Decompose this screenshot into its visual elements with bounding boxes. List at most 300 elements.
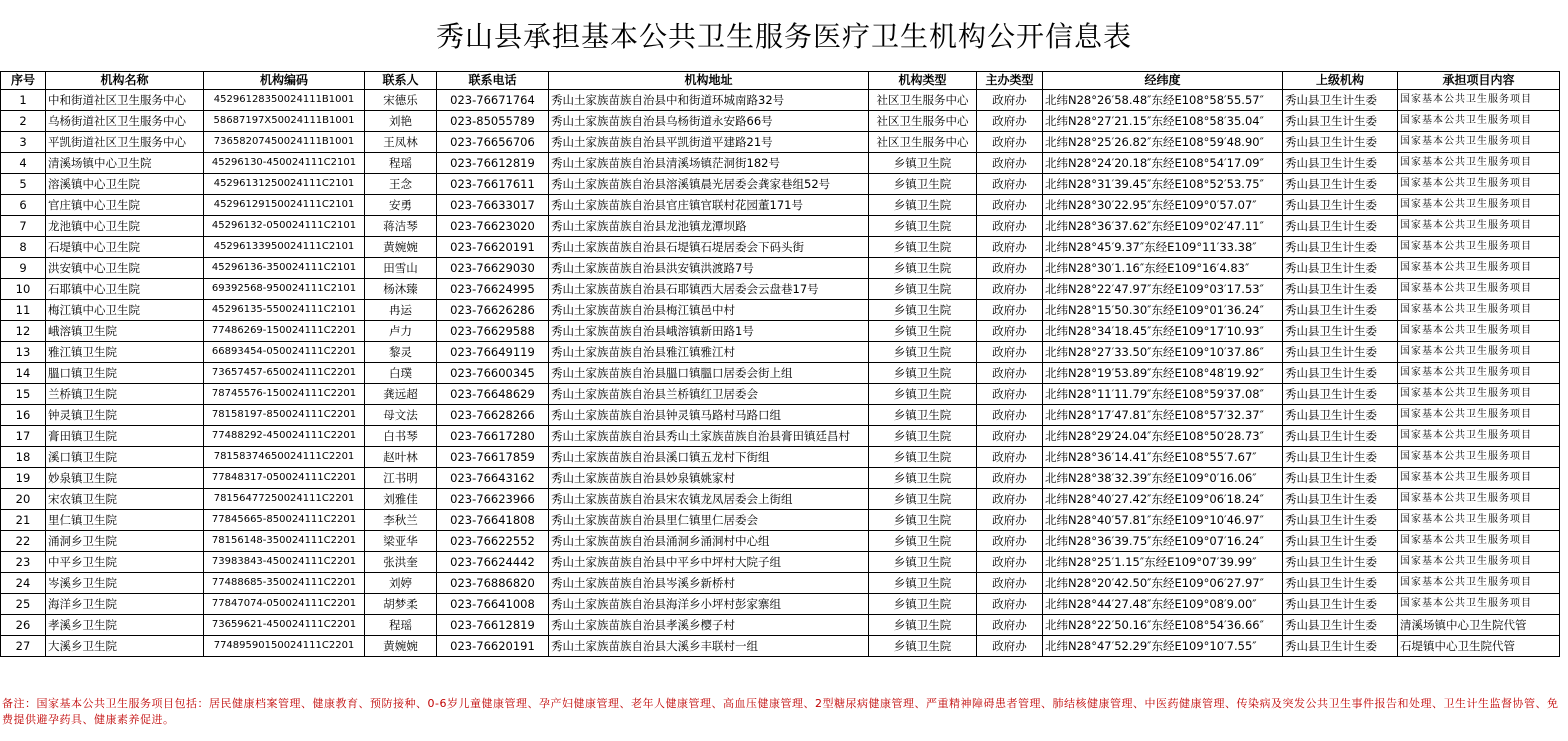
- cell-code: 73983843-450024111C2201: [204, 552, 365, 573]
- cell-service: 国家基本公共卫生服务项目: [1398, 321, 1560, 342]
- cell-address: 秀山土家族苗族自治县中平乡中坪村大院子组: [549, 552, 869, 573]
- cell-service: 国家基本公共卫生服务项目: [1398, 468, 1560, 489]
- cell-contact: 白璞: [365, 363, 437, 384]
- cell-address: 秀山土家族苗族自治县岑溪乡新桥村: [549, 573, 869, 594]
- cell-phone: 023-85055789: [437, 111, 549, 132]
- cell-sponsor: 政府办: [977, 405, 1043, 426]
- cell-phone: 023-76633017: [437, 195, 549, 216]
- cell-address: 秀山土家族苗族自治县大溪乡丰联村一组: [549, 636, 869, 657]
- cell-superior: 秀山县卫生计生委: [1283, 342, 1398, 363]
- cell-service: 国家基本公共卫生服务项目: [1398, 153, 1560, 174]
- table-row: [1, 132, 1560, 153]
- cell-type: 乡镇卫生院: [869, 237, 977, 258]
- header-cell: 机构地址: [549, 72, 869, 90]
- cell-sponsor: 政府办: [977, 237, 1043, 258]
- cell-name: 大溪乡卫生院: [46, 636, 204, 657]
- cell-sponsor: 政府办: [977, 531, 1043, 552]
- cell-coordinates: 北纬N28°36′39.75″东经E109°07′16.24″: [1043, 531, 1283, 552]
- cell-type: 乡镇卫生院: [869, 174, 977, 195]
- table-row: [1, 594, 1560, 615]
- cell-coordinates: 北纬N28°36′14.41″东经E108°55′7.67″: [1043, 447, 1283, 468]
- cell-phone: 023-76649119: [437, 342, 549, 363]
- cell-name: 梅江镇中心卫生院: [46, 300, 204, 321]
- table-row: [1, 384, 1560, 405]
- cell-name: 清溪场镇中心卫生院: [46, 153, 204, 174]
- header-cell: 联系电话: [437, 72, 549, 90]
- cell-sponsor: 政府办: [977, 510, 1043, 531]
- table-row: [1, 216, 1560, 237]
- cell-code: 77848317-050024111C2201: [204, 468, 365, 489]
- cell-superior: 秀山县卫生计生委: [1283, 363, 1398, 384]
- header-cell: 序号: [1, 72, 46, 90]
- cell-contact: 黎灵: [365, 342, 437, 363]
- cell-sponsor: 政府办: [977, 174, 1043, 195]
- cell-name: 宋农镇卫生院: [46, 489, 204, 510]
- cell-code: 45296128350024111B1001: [204, 90, 365, 111]
- cell-index: 24: [1, 573, 46, 594]
- cell-phone: 023-76617611: [437, 174, 549, 195]
- cell-service: 国家基本公共卫生服务项目: [1398, 279, 1560, 300]
- table-row: [1, 615, 1560, 636]
- cell-superior: 秀山县卫生计生委: [1283, 489, 1398, 510]
- cell-type: 乡镇卫生院: [869, 216, 977, 237]
- cell-sponsor: 政府办: [977, 447, 1043, 468]
- cell-phone: 023-76648629: [437, 384, 549, 405]
- cell-contact: 张洪奎: [365, 552, 437, 573]
- table-row: [1, 90, 1560, 111]
- cell-name: 石耶镇中心卫生院: [46, 279, 204, 300]
- cell-phone: 023-76622552: [437, 531, 549, 552]
- cell-name: 兰桥镇卫生院: [46, 384, 204, 405]
- cell-type: 社区卫生服务中心: [869, 132, 977, 153]
- cell-type: 乡镇卫生院: [869, 300, 977, 321]
- cell-code: 73657457-650024111C2201: [204, 363, 365, 384]
- table-row: [1, 174, 1560, 195]
- cell-type: 乡镇卫生院: [869, 342, 977, 363]
- table-row: [1, 426, 1560, 447]
- cell-superior: 秀山县卫生计生委: [1283, 468, 1398, 489]
- cell-name: 溪口镇卫生院: [46, 447, 204, 468]
- cell-phone: 023-76886820: [437, 573, 549, 594]
- cell-contact: 刘婷: [365, 573, 437, 594]
- cell-sponsor: 政府办: [977, 615, 1043, 636]
- cell-contact: 程瑶: [365, 153, 437, 174]
- cell-coordinates: 北纬N28°19′53.89″东经E108°48′19.92″: [1043, 363, 1283, 384]
- cell-coordinates: 北纬N28°31′39.45″东经E108°52′53.75″: [1043, 174, 1283, 195]
- table-row: [1, 153, 1560, 174]
- cell-name: 中和街道社区卫生服务中心: [46, 90, 204, 111]
- cell-phone: 023-76617859: [437, 447, 549, 468]
- cell-superior: 秀山县卫生计生委: [1283, 111, 1398, 132]
- cell-service: 国家基本公共卫生服务项目: [1398, 258, 1560, 279]
- cell-code: 45296130-450024111C2101: [204, 153, 365, 174]
- cell-code: 45296135-550024111C2101: [204, 300, 365, 321]
- cell-index: 23: [1, 552, 46, 573]
- cell-type: 乡镇卫生院: [869, 573, 977, 594]
- cell-index: 11: [1, 300, 46, 321]
- cell-coordinates: 北纬N28°26′58.48″东经E108°58′55.57″: [1043, 90, 1283, 111]
- cell-superior: 秀山县卫生计生委: [1283, 153, 1398, 174]
- cell-sponsor: 政府办: [977, 363, 1043, 384]
- cell-index: 12: [1, 321, 46, 342]
- cell-name: 中平乡卫生院: [46, 552, 204, 573]
- cell-service: 国家基本公共卫生服务项目: [1398, 342, 1560, 363]
- cell-index: 27: [1, 636, 46, 657]
- cell-superior: 秀山县卫生计生委: [1283, 615, 1398, 636]
- cell-superior: 秀山县卫生计生委: [1283, 321, 1398, 342]
- cell-contact: 田雪山: [365, 258, 437, 279]
- cell-superior: 秀山县卫生计生委: [1283, 90, 1398, 111]
- cell-index: 15: [1, 384, 46, 405]
- cell-phone: 023-76612819: [437, 615, 549, 636]
- cell-service: 国家基本公共卫生服务项目: [1398, 174, 1560, 195]
- page-title: 秀山县承担基本公共卫生服务医疗卫生机构公开信息表: [435, 20, 1132, 53]
- table-row: [1, 573, 1560, 594]
- cell-phone: 023-76629030: [437, 258, 549, 279]
- cell-superior: 秀山县卫生计生委: [1283, 594, 1398, 615]
- table-row: [1, 237, 1560, 258]
- cell-sponsor: 政府办: [977, 216, 1043, 237]
- cell-phone: 023-76626286: [437, 300, 549, 321]
- cell-contact: 龚远超: [365, 384, 437, 405]
- cell-type: 乡镇卫生院: [869, 384, 977, 405]
- cell-type: 乡镇卫生院: [869, 468, 977, 489]
- cell-sponsor: 政府办: [977, 552, 1043, 573]
- cell-phone: 023-76641008: [437, 594, 549, 615]
- cell-contact: 程瑶: [365, 615, 437, 636]
- cell-index: 4: [1, 153, 46, 174]
- cell-contact: 江书明: [365, 468, 437, 489]
- cell-contact: 卢力: [365, 321, 437, 342]
- cell-name: 膃口镇卫生院: [46, 363, 204, 384]
- cell-code: 58687197X50024111B1001: [204, 111, 365, 132]
- cell-sponsor: 政府办: [977, 573, 1043, 594]
- cell-code: 69392568-950024111C2101: [204, 279, 365, 300]
- cell-address: 秀山土家族苗族自治县溪口镇五龙村下街组: [549, 447, 869, 468]
- cell-name: 龙池镇中心卫生院: [46, 216, 204, 237]
- cell-coordinates: 北纬N28°15′50.30″东经E109°01′36.24″: [1043, 300, 1283, 321]
- header-cell: 机构编码: [204, 72, 365, 90]
- cell-index: 9: [1, 258, 46, 279]
- cell-sponsor: 政府办: [977, 342, 1043, 363]
- table-row: [1, 636, 1560, 657]
- cell-type: 乡镇卫生院: [869, 279, 977, 300]
- header-cell: 机构名称: [46, 72, 204, 90]
- cell-name: 雅江镇卫生院: [46, 342, 204, 363]
- cell-index: 13: [1, 342, 46, 363]
- cell-service: 国家基本公共卫生服务项目: [1398, 405, 1560, 426]
- cell-phone: 023-76641808: [437, 510, 549, 531]
- cell-coordinates: 北纬N28°11′11.79″东经E108°59′37.08″: [1043, 384, 1283, 405]
- cell-service: 国家基本公共卫生服务项目: [1398, 489, 1560, 510]
- cell-code: 78156148-350024111C2201: [204, 531, 365, 552]
- cell-name: 岑溪乡卫生院: [46, 573, 204, 594]
- cell-sponsor: 政府办: [977, 468, 1043, 489]
- cell-name: 洪安镇中心卫生院: [46, 258, 204, 279]
- cell-address: 秀山土家族苗族自治县海洋乡小坪村彭家寨组: [549, 594, 869, 615]
- cell-phone: 023-76623020: [437, 216, 549, 237]
- cell-address: 秀山土家族苗族自治县孝溪乡樱子村: [549, 615, 869, 636]
- cell-type: 乡镇卫生院: [869, 489, 977, 510]
- cell-service: 国家基本公共卫生服务项目: [1398, 237, 1560, 258]
- cell-contact: 王凤林: [365, 132, 437, 153]
- cell-sponsor: 政府办: [977, 258, 1043, 279]
- cell-type: 乡镇卫生院: [869, 195, 977, 216]
- cell-service: 国家基本公共卫生服务项目: [1398, 132, 1560, 153]
- cell-code: 77488292-450024111C2201: [204, 426, 365, 447]
- cell-coordinates: 北纬N28°24′20.18″东经E108°54′17.09″: [1043, 153, 1283, 174]
- cell-coordinates: 北纬N28°44′27.48″东经E109°08′9.00″: [1043, 594, 1283, 615]
- cell-name: 妙泉镇卫生院: [46, 468, 204, 489]
- cell-contact: 刘雅佳: [365, 489, 437, 510]
- cell-name: 涌洞乡卫生院: [46, 531, 204, 552]
- cell-index: 14: [1, 363, 46, 384]
- cell-index: 3: [1, 132, 46, 153]
- cell-contact: 王念: [365, 174, 437, 195]
- cell-code: 77486269-150024111C2201: [204, 321, 365, 342]
- cell-contact: 冉运: [365, 300, 437, 321]
- cell-coordinates: 北纬N28°27′33.50″东经E109°10′37.86″: [1043, 342, 1283, 363]
- table-row: [1, 552, 1560, 573]
- cell-sponsor: 政府办: [977, 279, 1043, 300]
- cell-index: 16: [1, 405, 46, 426]
- cell-phone: 023-76624995: [437, 279, 549, 300]
- cell-contact: 蒋洁琴: [365, 216, 437, 237]
- cell-phone: 023-76624442: [437, 552, 549, 573]
- cell-phone: 023-76656706: [437, 132, 549, 153]
- cell-address: 秀山土家族苗族自治县雅江镇雅江村: [549, 342, 869, 363]
- cell-coordinates: 北纬N28°22′50.16″东经E108°54′36.66″: [1043, 615, 1283, 636]
- cell-phone: 023-76629588: [437, 321, 549, 342]
- cell-superior: 秀山县卫生计生委: [1283, 216, 1398, 237]
- cell-service: 国家基本公共卫生服务项目: [1398, 111, 1560, 132]
- table-row: [1, 321, 1560, 342]
- cell-superior: 秀山县卫生计生委: [1283, 132, 1398, 153]
- header-cell: 承担项目内容: [1398, 72, 1560, 90]
- cell-name: 官庄镇中心卫生院: [46, 195, 204, 216]
- cell-sponsor: 政府办: [977, 153, 1043, 174]
- header-cell: 经纬度: [1043, 72, 1283, 90]
- cell-type: 乡镇卫生院: [869, 531, 977, 552]
- cell-service: 国家基本公共卫生服务项目: [1398, 447, 1560, 468]
- cell-service: 国家基本公共卫生服务项目: [1398, 426, 1560, 447]
- table-row: [1, 195, 1560, 216]
- cell-name: 钟灵镇卫生院: [46, 405, 204, 426]
- table-row: [1, 342, 1560, 363]
- cell-contact: 梁亚华: [365, 531, 437, 552]
- cell-contact: 杨沐臻: [365, 279, 437, 300]
- cell-address: 秀山土家族苗族自治县溶溪镇晨光居委会龚家巷组52号: [549, 174, 869, 195]
- cell-name: 平凯街道社区卫生服务中心: [46, 132, 204, 153]
- table-row: [1, 510, 1560, 531]
- cell-contact: 安勇: [365, 195, 437, 216]
- table-row: [1, 279, 1560, 300]
- cell-index: 17: [1, 426, 46, 447]
- cell-contact: 胡梦柔: [365, 594, 437, 615]
- table-row: [1, 111, 1560, 132]
- cell-superior: 秀山县卫生计生委: [1283, 195, 1398, 216]
- table-row: [1, 489, 1560, 510]
- cell-superior: 秀山县卫生计生委: [1283, 258, 1398, 279]
- cell-sponsor: 政府办: [977, 195, 1043, 216]
- cell-index: 21: [1, 510, 46, 531]
- cell-type: 乡镇卫生院: [869, 615, 977, 636]
- cell-code: 66893454-050024111C2201: [204, 342, 365, 363]
- cell-address: 秀山土家族苗族自治县乌杨街道永安路66号: [549, 111, 869, 132]
- cell-phone: 023-76628266: [437, 405, 549, 426]
- cell-name: 孝溪乡卫生院: [46, 615, 204, 636]
- cell-phone: 023-76620191: [437, 237, 549, 258]
- cell-code: 45296136-350024111C2101: [204, 258, 365, 279]
- cell-coordinates: 北纬N28°40′57.81″东经E109°10′46.97″: [1043, 510, 1283, 531]
- cell-code: 77488685-350024111C2201: [204, 573, 365, 594]
- cell-name: 膏田镇卫生院: [46, 426, 204, 447]
- cell-address: 秀山土家族苗族自治县龙池镇龙潭坝路: [549, 216, 869, 237]
- cell-address: 秀山土家族苗族自治县石堤镇石堤居委会下码头街: [549, 237, 869, 258]
- cell-address: 秀山土家族苗族自治县秀山土家族苗族自治县膏田镇廷昌村: [549, 426, 869, 447]
- cell-address: 秀山土家族苗族自治县兰桥镇红卫居委会: [549, 384, 869, 405]
- cell-coordinates: 北纬N28°17′47.81″东经E108°57′32.37″: [1043, 405, 1283, 426]
- cell-type: 乡镇卫生院: [869, 363, 977, 384]
- cell-phone: 023-76600345: [437, 363, 549, 384]
- cell-service: 国家基本公共卫生服务项目: [1398, 90, 1560, 111]
- cell-phone: 023-76643162: [437, 468, 549, 489]
- cell-superior: 秀山县卫生计生委: [1283, 237, 1398, 258]
- cell-address: 秀山土家族苗族自治县妙泉镇姚家村: [549, 468, 869, 489]
- cell-sponsor: 政府办: [977, 300, 1043, 321]
- cell-sponsor: 政府办: [977, 132, 1043, 153]
- cell-service: 国家基本公共卫生服务项目: [1398, 363, 1560, 384]
- cell-code: 45296133950024111C2101: [204, 237, 365, 258]
- cell-name: 乌杨街道社区卫生服务中心: [46, 111, 204, 132]
- cell-type: 乡镇卫生院: [869, 636, 977, 657]
- cell-index: 5: [1, 174, 46, 195]
- cell-name: 里仁镇卫生院: [46, 510, 204, 531]
- cell-name: 海洋乡卫生院: [46, 594, 204, 615]
- cell-superior: 秀山县卫生计生委: [1283, 552, 1398, 573]
- cell-service: 石堤镇中心卫生院代管: [1398, 636, 1560, 657]
- cell-sponsor: 政府办: [977, 426, 1043, 447]
- cell-superior: 秀山县卫生计生委: [1283, 384, 1398, 405]
- cell-contact: 刘艳: [365, 111, 437, 132]
- cell-address: 秀山土家族苗族自治县石耶镇西大居委会云盘巷17号: [549, 279, 869, 300]
- cell-coordinates: 北纬N28°40′27.42″东经E109°06′18.24″: [1043, 489, 1283, 510]
- cell-sponsor: 政府办: [977, 384, 1043, 405]
- cell-address: 秀山土家族苗族自治县涌洞乡涌洞村中心组: [549, 531, 869, 552]
- cell-phone: 023-76671764: [437, 90, 549, 111]
- cell-coordinates: 北纬N28°45′9.37″东经E109°11′33.38″: [1043, 237, 1283, 258]
- cell-service: 国家基本公共卫生服务项目: [1398, 531, 1560, 552]
- cell-type: 乡镇卫生院: [869, 405, 977, 426]
- cell-code: 78745576-150024111C2201: [204, 384, 365, 405]
- header-cell: 联系人: [365, 72, 437, 90]
- cell-type: 社区卫生服务中心: [869, 111, 977, 132]
- cell-superior: 秀山县卫生计生委: [1283, 426, 1398, 447]
- cell-code: 78158374650024111C2201: [204, 447, 365, 468]
- header-cell: 上级机构: [1283, 72, 1398, 90]
- footnote: 备注：国家基本公共卫生服务项目包括：居民健康档案管理、健康教育、预防接种、0-6岁儿童健康管理、孕产妇健康管理、老年人健康管理、高血压健康管理、2型糖尿病健康管理、严重精神障碍患者管理、肺结核健康管理、中医药健康管理、传染病及突发公共卫生事件报告和处理、卫生计生监督协管、免费提供避孕药具、健康素养促进。: [2, 697, 1559, 726]
- cell-superior: 秀山县卫生计生委: [1283, 510, 1398, 531]
- cell-address: 秀山土家族苗族自治县官庄镇官联村花园董171号: [549, 195, 869, 216]
- cell-code: 78158197-850024111C2201: [204, 405, 365, 426]
- cell-type: 乡镇卫生院: [869, 447, 977, 468]
- cell-superior: 秀山县卫生计生委: [1283, 300, 1398, 321]
- cell-type: 乡镇卫生院: [869, 321, 977, 342]
- cell-sponsor: 政府办: [977, 90, 1043, 111]
- cell-contact: 李秋兰: [365, 510, 437, 531]
- cell-index: 7: [1, 216, 46, 237]
- table-row: [1, 405, 1560, 426]
- cell-service: 国家基本公共卫生服务项目: [1398, 216, 1560, 237]
- table-row: [1, 531, 1560, 552]
- cell-coordinates: 北纬N28°27′21.15″东经E108°58′35.04″: [1043, 111, 1283, 132]
- table-row: [1, 258, 1560, 279]
- cell-code: 45296132-050024111C2101: [204, 216, 365, 237]
- table-row: [1, 447, 1560, 468]
- cell-code: 78156477250024111C2201: [204, 489, 365, 510]
- header-cell: 主办类型: [977, 72, 1043, 90]
- cell-address: 秀山土家族苗族自治县峨溶镇新田路1号: [549, 321, 869, 342]
- cell-code: 73659621-450024111C2201: [204, 615, 365, 636]
- cell-phone: 023-76612819: [437, 153, 549, 174]
- cell-superior: 秀山县卫生计生委: [1283, 405, 1398, 426]
- cell-contact: 黄婉婉: [365, 636, 437, 657]
- table-row: [1, 363, 1560, 384]
- cell-index: 1: [1, 90, 46, 111]
- cell-superior: 秀山县卫生计生委: [1283, 531, 1398, 552]
- cell-coordinates: 北纬N28°30′1.16″东经E109°16′4.83″: [1043, 258, 1283, 279]
- cell-type: 乡镇卫生院: [869, 552, 977, 573]
- cell-coordinates: 北纬N28°36′37.62″东经E109°02′47.11″: [1043, 216, 1283, 237]
- cell-coordinates: 北纬N28°34′18.45″东经E109°17′10.93″: [1043, 321, 1283, 342]
- cell-sponsor: 政府办: [977, 111, 1043, 132]
- header-row: [1, 72, 1560, 90]
- cell-index: 25: [1, 594, 46, 615]
- cell-contact: 赵叶林: [365, 447, 437, 468]
- cell-contact: 白书琴: [365, 426, 437, 447]
- cell-code: 77847074-050024111C2201: [204, 594, 365, 615]
- cell-coordinates: 北纬N28°29′24.04″东经E108°50′28.73″: [1043, 426, 1283, 447]
- cell-type: 乡镇卫生院: [869, 153, 977, 174]
- cell-sponsor: 政府办: [977, 489, 1043, 510]
- cell-service: 国家基本公共卫生服务项目: [1398, 573, 1560, 594]
- cell-address: 秀山土家族苗族自治县平凯街道平建路21号: [549, 132, 869, 153]
- cell-code: 45296129150024111C2101: [204, 195, 365, 216]
- cell-index: 18: [1, 447, 46, 468]
- cell-coordinates: 北纬N28°38′32.39″东经E109°0′16.06″: [1043, 468, 1283, 489]
- cell-index: 6: [1, 195, 46, 216]
- institution-table: [0, 71, 1560, 657]
- cell-service: 国家基本公共卫生服务项目: [1398, 552, 1560, 573]
- cell-superior: 秀山县卫生计生委: [1283, 573, 1398, 594]
- cell-service: 清溪场镇中心卫生院代管: [1398, 615, 1560, 636]
- cell-sponsor: 政府办: [977, 321, 1043, 342]
- cell-index: 26: [1, 615, 46, 636]
- cell-index: 10: [1, 279, 46, 300]
- table-row: [1, 300, 1560, 321]
- cell-superior: 秀山县卫生计生委: [1283, 279, 1398, 300]
- cell-contact: 黄婉婉: [365, 237, 437, 258]
- cell-type: 乡镇卫生院: [869, 510, 977, 531]
- cell-coordinates: 北纬N28°25′1.15″东经E109°07′39.99″: [1043, 552, 1283, 573]
- cell-sponsor: 政府办: [977, 636, 1043, 657]
- cell-sponsor: 政府办: [977, 594, 1043, 615]
- cell-index: 2: [1, 111, 46, 132]
- cell-address: 秀山土家族苗族自治县钟灵镇马路村马路口组: [549, 405, 869, 426]
- cell-address: 秀山土家族苗族自治县膃口镇膃口居委会街上组: [549, 363, 869, 384]
- cell-type: 乡镇卫生院: [869, 426, 977, 447]
- cell-superior: 秀山县卫生计生委: [1283, 636, 1398, 657]
